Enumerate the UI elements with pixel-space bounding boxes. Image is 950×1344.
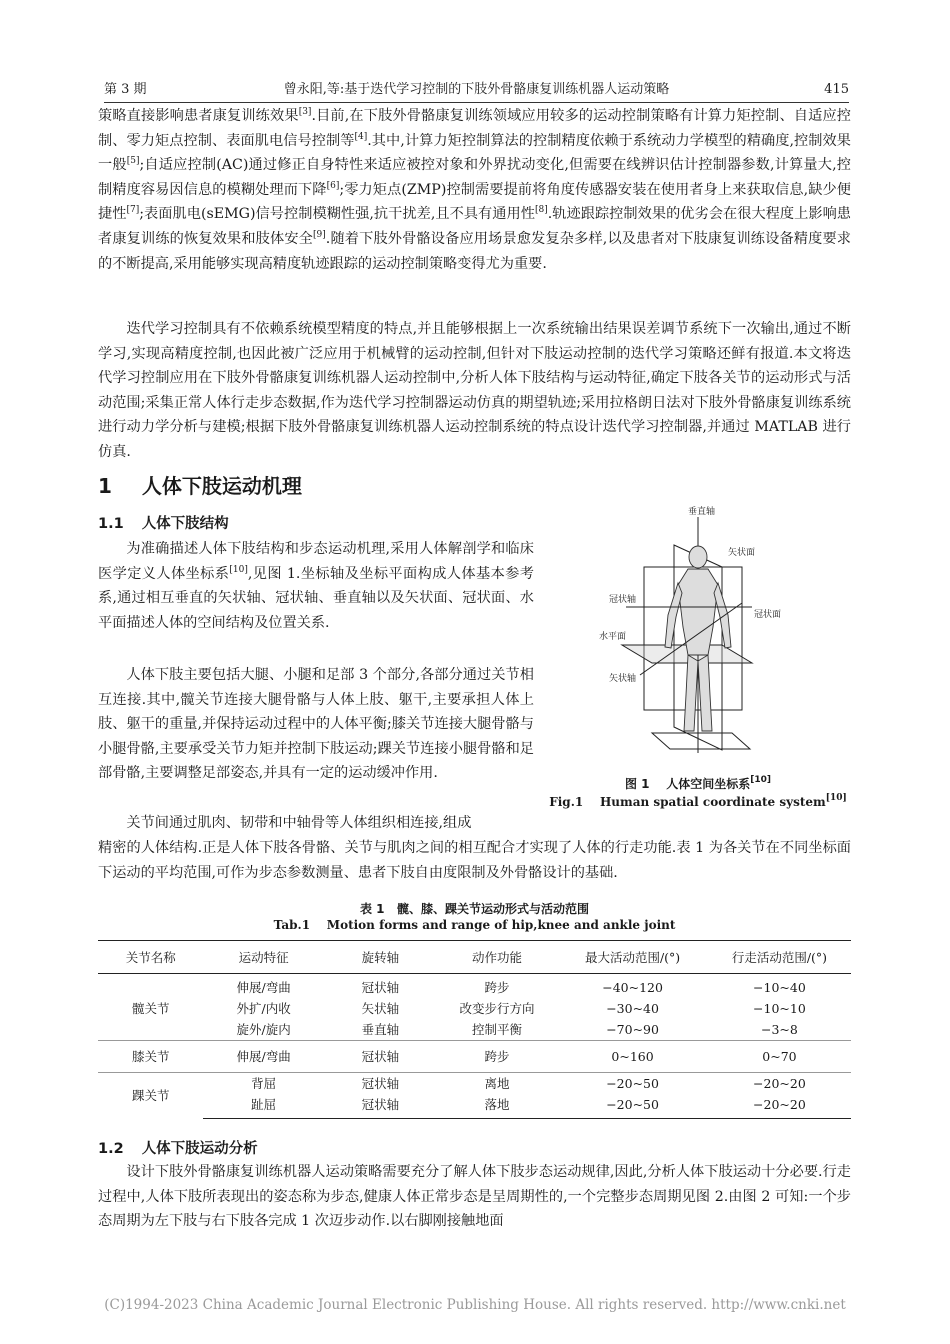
subsection-title: 人体下肢结构 xyxy=(141,516,229,532)
table-row: 踝关节 背屈 冠状轴 离地 −20~50 −20~20 xyxy=(98,1073,851,1095)
section-number: 1 xyxy=(98,474,112,498)
paragraph-lower-limb-joints: 人体下肢主要包括大腿、小腿和足部 3 个部分,各部分通过关节相互连接.其中,髋关节连接大腿骨骼与人体上肢、躯干,主要承担人体上肢、躯干的重量,并保持运动过程中的人体平衡;膝关节连接大腿骨骼与小腿骨骼,主要承受关节力矩并控制下肢运动;踝关节连接小腿骨骼和足部骨骼,主要调整足部姿态,并具有一定的运动缓冲作用. xyxy=(98,667,534,782)
joint-motion-table xyxy=(98,940,851,1119)
paragraph-coordinate-system: 为准确描述人体下肢结构和步态运动机理,采用人体解剖学和临床医学定义人体坐标系[10],见图 1.坐标轴及坐标平面构成人体基本参考系,通过相互垂直的矢状轴、冠状轴、垂直轴以及矢状面、冠状面、水平面描述人体的空间结构及位置关系. xyxy=(98,541,534,631)
paragraph-joint-connection-rest: 精密的人体结构.正是人体下肢各骨骼、关节与肌肉之间的相互配合才实现了人体的行走功能.表 1 为各关节在不同坐标面下运动的平均范围,可作为步态参数测量、患者下肢自由度限制及外骨骼设计的基础. xyxy=(98,840,851,881)
copyright-footer: (C)1994-2023 China Academic Journal Electronic Publishing House. All rights reserved. http://www.cnki.net xyxy=(104,1297,846,1313)
section-1-2-heading xyxy=(98,1137,258,1158)
figure-1-caption-cn: 图 1 人体空间坐标系[10] xyxy=(624,775,772,791)
citation: [5] xyxy=(126,156,140,167)
section-1-1-heading xyxy=(98,512,229,533)
table-header-cell: 行走活动范围/(°) xyxy=(708,941,851,974)
table-header-cell: 关节名称 xyxy=(98,941,203,974)
table-1-title-cn: 表 1 髋、膝、踝关节运动形式与活动范围 xyxy=(359,902,590,916)
table-row: 膝关节 伸展/弯曲 冠状轴 跨步 0~160 0~70 xyxy=(98,1041,851,1073)
subsection-number: 1.1 xyxy=(98,516,124,532)
issue-number: 第 3 期 xyxy=(104,82,147,97)
table-header-cell: 运动特征 xyxy=(203,941,323,974)
subsection-number: 1.2 xyxy=(98,1141,124,1157)
label-horizontal-plane: 水平面 xyxy=(599,632,627,642)
citation: [6] xyxy=(326,180,340,191)
section-1-heading xyxy=(98,470,302,499)
citation: [8] xyxy=(534,205,548,216)
table-row: 髋关节 伸展/弯曲 冠状轴 跨步 −40~120 −10~40 xyxy=(98,974,851,999)
section-title: 人体下肢运动机理 xyxy=(141,474,302,498)
label-coronal-axis: 冠状轴 xyxy=(609,595,637,605)
joint-name-cell: 髋关节 xyxy=(131,1001,170,1016)
label-sagittal-axis: 矢状轴 xyxy=(609,674,637,684)
figure-1-caption-en: Fig.1 Human spatial coordinate system[10] xyxy=(549,793,847,809)
table-header-cell: 最大活动范围/(°) xyxy=(557,941,708,974)
paragraph-ilc-intro: 迭代学习控制具有不依赖系统模型精度的特点,并且能够根据上一次系统输出结果误差调节系统下一次输出,通过不断学习,实现高精度控制,也因此被广泛应用于机械臂的运动控制,但针对下肢运动控制的迭代学习策略还鲜有报道.本文将迭代学习控制应用在下肢外骨骼康复训练机器人运动控制中,分析人体下肢结构与运动特征,确定下肢各关节的运动形式与活动范围;采集正常人体行走步态数据,作为迭代学习控制器运动仿真的期望轨迹;采用拉格朗日法对下肢外骨骼康复训练系统进行动力学分析与建模;根据下肢外骨骼康复训练机器人运动控制系统的特点设计迭代学习控制器,并通过 MATLAB 进行仿真. xyxy=(98,321,851,460)
table-header-cell: 动作功能 xyxy=(437,941,557,974)
joint-name-cell: 膝关节 xyxy=(98,1041,203,1073)
label-coronal-plane: 冠状面 xyxy=(754,610,782,620)
citation: [10] xyxy=(229,564,248,575)
citation: [7] xyxy=(126,205,140,216)
table-row: 外扩/内收 矢状轴 改变步行方向 −30~40 −10~10 xyxy=(236,1001,806,1016)
citation: [9] xyxy=(313,229,326,240)
table-1-title-en: Tab.1 Motion forms and range of hip,knee and ankle joint xyxy=(273,918,676,932)
joint-name-cell: 踝关节 xyxy=(98,1073,203,1119)
table-row: 旋外/旋内 垂直轴 控制平衡 −70~90 −3~8 xyxy=(236,1022,798,1037)
running-title: 曾永阳,等:基于迭代学习控制的下肢外骨骼康复训练机器人运动策略 xyxy=(283,82,670,97)
running-header xyxy=(104,80,849,103)
page-number: 415 xyxy=(824,82,849,97)
ground-platform xyxy=(652,733,750,749)
table-header-cell: 旋转轴 xyxy=(324,941,437,974)
paragraph-gait-analysis: 设计下肢外骨骼康复训练机器人运动策略需要充分了解人体下肢步态运动规律,因此,分析人体下肢运动十分必要.行走过程中,人体下肢所表现出的姿态称为步态,健康人体正常步态是呈周期性的,一个完整步态周期见图 2.由图 2 可知:一个步态周期为左下肢与右下肢各完成 1 次迈步动作.以右脚刚接触地面 xyxy=(98,1164,851,1230)
citation: [4] xyxy=(354,131,368,142)
human-coordinate-diagram xyxy=(582,505,787,765)
table-row: 趾屈 冠状轴 落地 −20~50 −20~20 xyxy=(98,1094,851,1119)
subsection-title: 人体下肢运动分析 xyxy=(141,1141,258,1157)
label-sagittal-plane: 矢状面 xyxy=(728,548,756,558)
figure-1-coordinate-system xyxy=(582,505,787,765)
citation: [3] xyxy=(298,107,312,117)
label-vertical-axis: 垂直轴 xyxy=(688,507,716,517)
paragraph-control-strategies: 策略直接影响患者康复训练效果[3].目前,在下肢外骨骼康复训练领域应用较多的运动控制策略有计算力矩控制、自适应控制、零力矩点控制、表面肌电信号控制等[4].其中,计算力矩控制算法的控制精度依赖于系统动力学模型的精确度,控制效果一般[5];自适应控制(AC)通过修正自身特性来适应被控对象和外界扰动变化,但需要在线辨识估计控制器参数,计算量大,控制精度容易因信息的模糊处理而下降[6];零力矩点(ZMP)控制需要提前将角度传感器安装在使用者身上来获取信息,缺少便捷性[7];表面肌电(sEMG)信号控制模糊性强,抗干扰差,且不具有通用性[8].轨迹跟踪控制效果的优劣会在很大程度上影响患者康复训练的恢复效果和肢体安全[9].随着下肢外骨骼设备应用场景愈发复杂多样,以及患者对下肢康复训练设备精度要求的不断提高,采用能够实现高精度轨迹跟踪的运动控制策略变得尤为重要. xyxy=(98,107,851,272)
paragraph-joint-connection-start: 关节间通过肌肉、韧带和中轴骨等人体组织相连接,组成 xyxy=(126,815,472,831)
table-header-row xyxy=(98,941,851,974)
